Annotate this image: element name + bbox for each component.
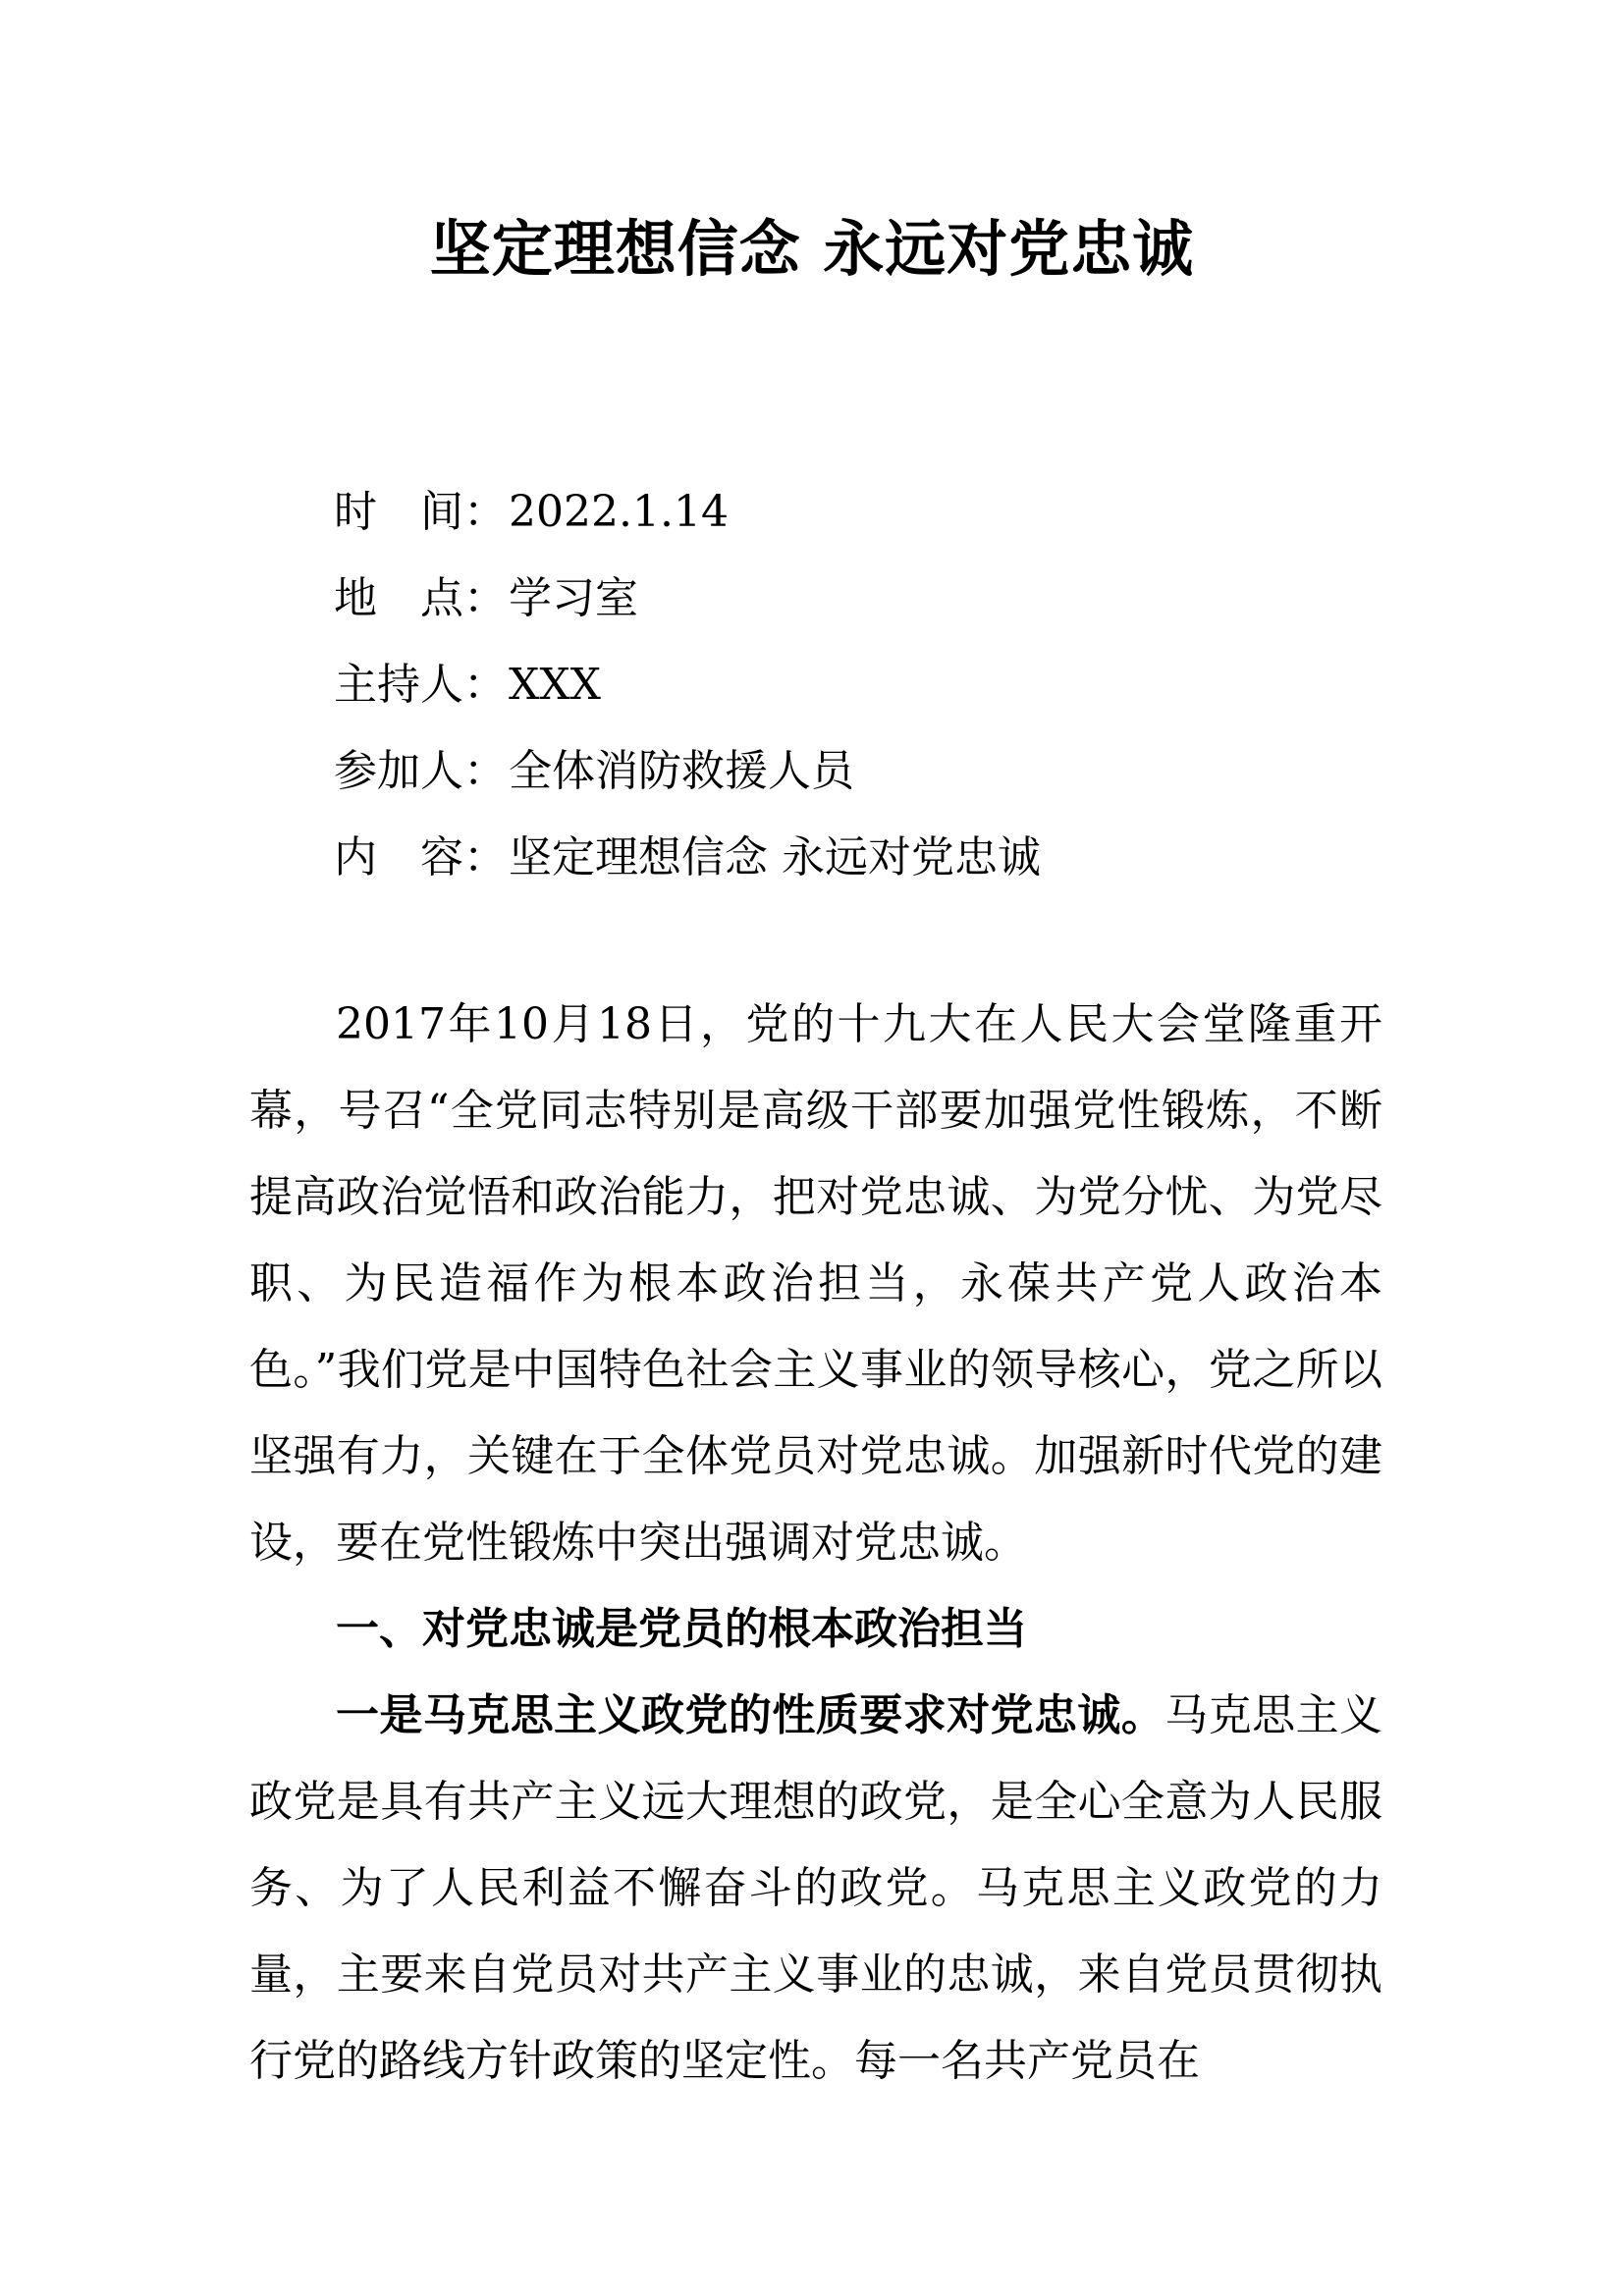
paragraph-2-lead: 一是马克思主义政党的性质要求对党忠诚。 — [336, 1690, 1165, 1740]
meta-value-time: 2022.1.14 — [509, 487, 729, 537]
document-body — [249, 982, 1382, 2105]
meta-row-time — [334, 469, 1414, 556]
meta-value-location: 学习室 — [509, 573, 638, 623]
meta-row-participants — [334, 728, 1414, 815]
body-paragraph-1: 2017年10月18日，党的十九大在人民大会堂隆重开幕，号召“全党同志特别是高级干部要加强党性锻炼，不断提高政治觉悟和政治能力，把对党忠诚、为党分忧、为党尽职、为民造福作为根本政治担当，永葆共产党人政治本色。”我们党是中国特色社会主义事业的领导核心，党之所以坚强有力，关键在于全体党员对党忠诚。加强新时代党的建设，要在党性锻炼中突出强调对党忠诚。 — [249, 999, 1382, 1568]
meta-value-participants: 全体消防救援人员 — [509, 746, 854, 796]
meta-value-host: XXX — [509, 660, 601, 710]
body-paragraph-2 — [249, 1673, 1382, 2105]
meta-row-content — [334, 815, 1414, 901]
section-heading-1: 一、对党忠诚是党员的根本政治担当 — [336, 1604, 1027, 1654]
meta-label-location: 地 点： — [334, 573, 507, 623]
meta-label-content: 内 容： — [334, 832, 507, 882]
meeting-info — [334, 469, 1414, 901]
paragraph-2-text: 马克思主义政党是具有共产主义远大理想的政党，是全心全意为人民服务、为了人民利益不懈奋斗的政党。马克思主义政党的力量，主要来自党员对共产主义事业的忠诚，来自党员贯彻执行党的路线方针政策的坚定性。每一名共产党员在 — [249, 1690, 1383, 2086]
meta-row-location — [334, 556, 1414, 642]
document-title: 坚定理想信念 永远对党忠诚 — [429, 213, 1195, 285]
meta-value-content: 坚定理想信念 永远对党忠诚 — [509, 832, 1041, 882]
meta-row-host — [334, 642, 1414, 728]
meta-label-participants: 参加人： — [334, 746, 507, 796]
meta-label-time: 时 间： — [334, 487, 507, 537]
meta-label-host: 主持人： — [334, 660, 507, 710]
